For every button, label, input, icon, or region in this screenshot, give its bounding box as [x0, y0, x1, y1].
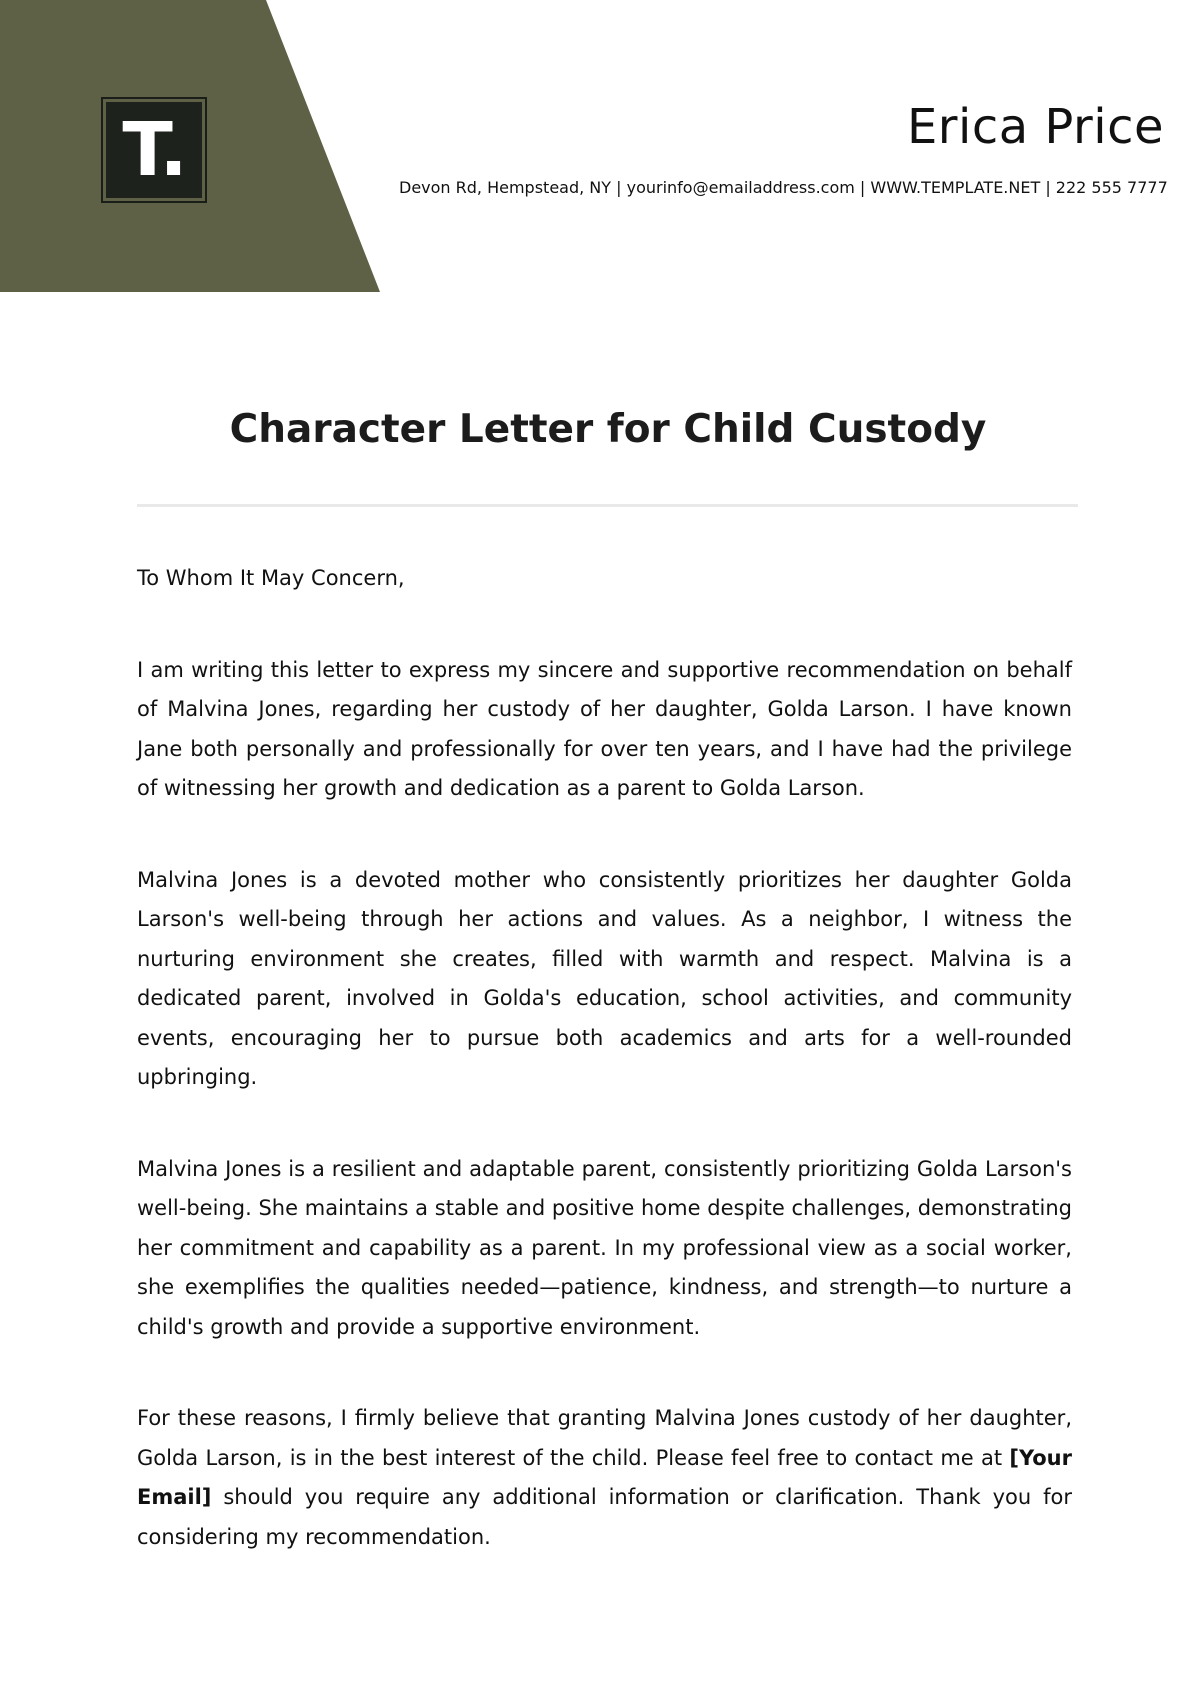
logo	[101, 97, 207, 203]
paragraph-1: I am writing this letter to express my sincere and supportive recommendation on behalf of Malvina Jones, regarding her custody of her daughter, Golda Larson. I have known Jane both personally and professionally for over ten years, and I have had the privilege of witnessing her growth and dedication as a parent to Golda Larson.	[137, 657, 1072, 800]
paragraph-3: Malvina Jones is a resilient and adaptable parent, consistently prioritizing Golda Larson's well-being. She maintains a stable and positive home despite challenges, demonstrating her commitment and capability as a parent. In my professional view as a social worker, she exemplifies the qualities needed—patience, kindness, and strength—to nurture a child's growth and provide a supportive environment.	[137, 1156, 1072, 1339]
title-divider	[137, 504, 1078, 507]
salutation: To Whom It May Concern,	[137, 566, 405, 590]
document-title: Character Letter for Child Custody	[229, 407, 987, 452]
paragraph-4	[137, 1399, 1072, 1557]
paragraph-2: Malvina Jones is a devoted mother who consistently prioritizes her daughter Golda Larson's well-being through her actions and values. As a neighbor, I witness the nurturing environment she creates, filled with warmth and respect. Malvina is a dedicated parent, involved in Golda's education, school activities, and community events, encouraging her to pursue both academics and arts for a well-rounded upbringing.	[137, 867, 1072, 1089]
logo-letter: T.	[106, 102, 202, 198]
email-placeholder: [Your Email]	[137, 1445, 1072, 1509]
sender-contact-line: Devon Rd, Hempstead, NY | yourinfo@emailaddress.com | WWW.TEMPLATE.NET | 222 555 7777	[399, 178, 1168, 197]
sender-name: Erica Price	[906, 99, 1164, 155]
paragraph-4-start: For these reasons, I firmly believe that granting Malvina Jones custody of her daughter, Golda Larson, is in the best interest of the child. Please feel free to contact me at	[137, 1406, 1072, 1470]
paragraph-4-end: should you require any additional information or clarification. Thank you for considering my recommendation.	[137, 1485, 1072, 1549]
letter-body	[137, 559, 1072, 1609]
